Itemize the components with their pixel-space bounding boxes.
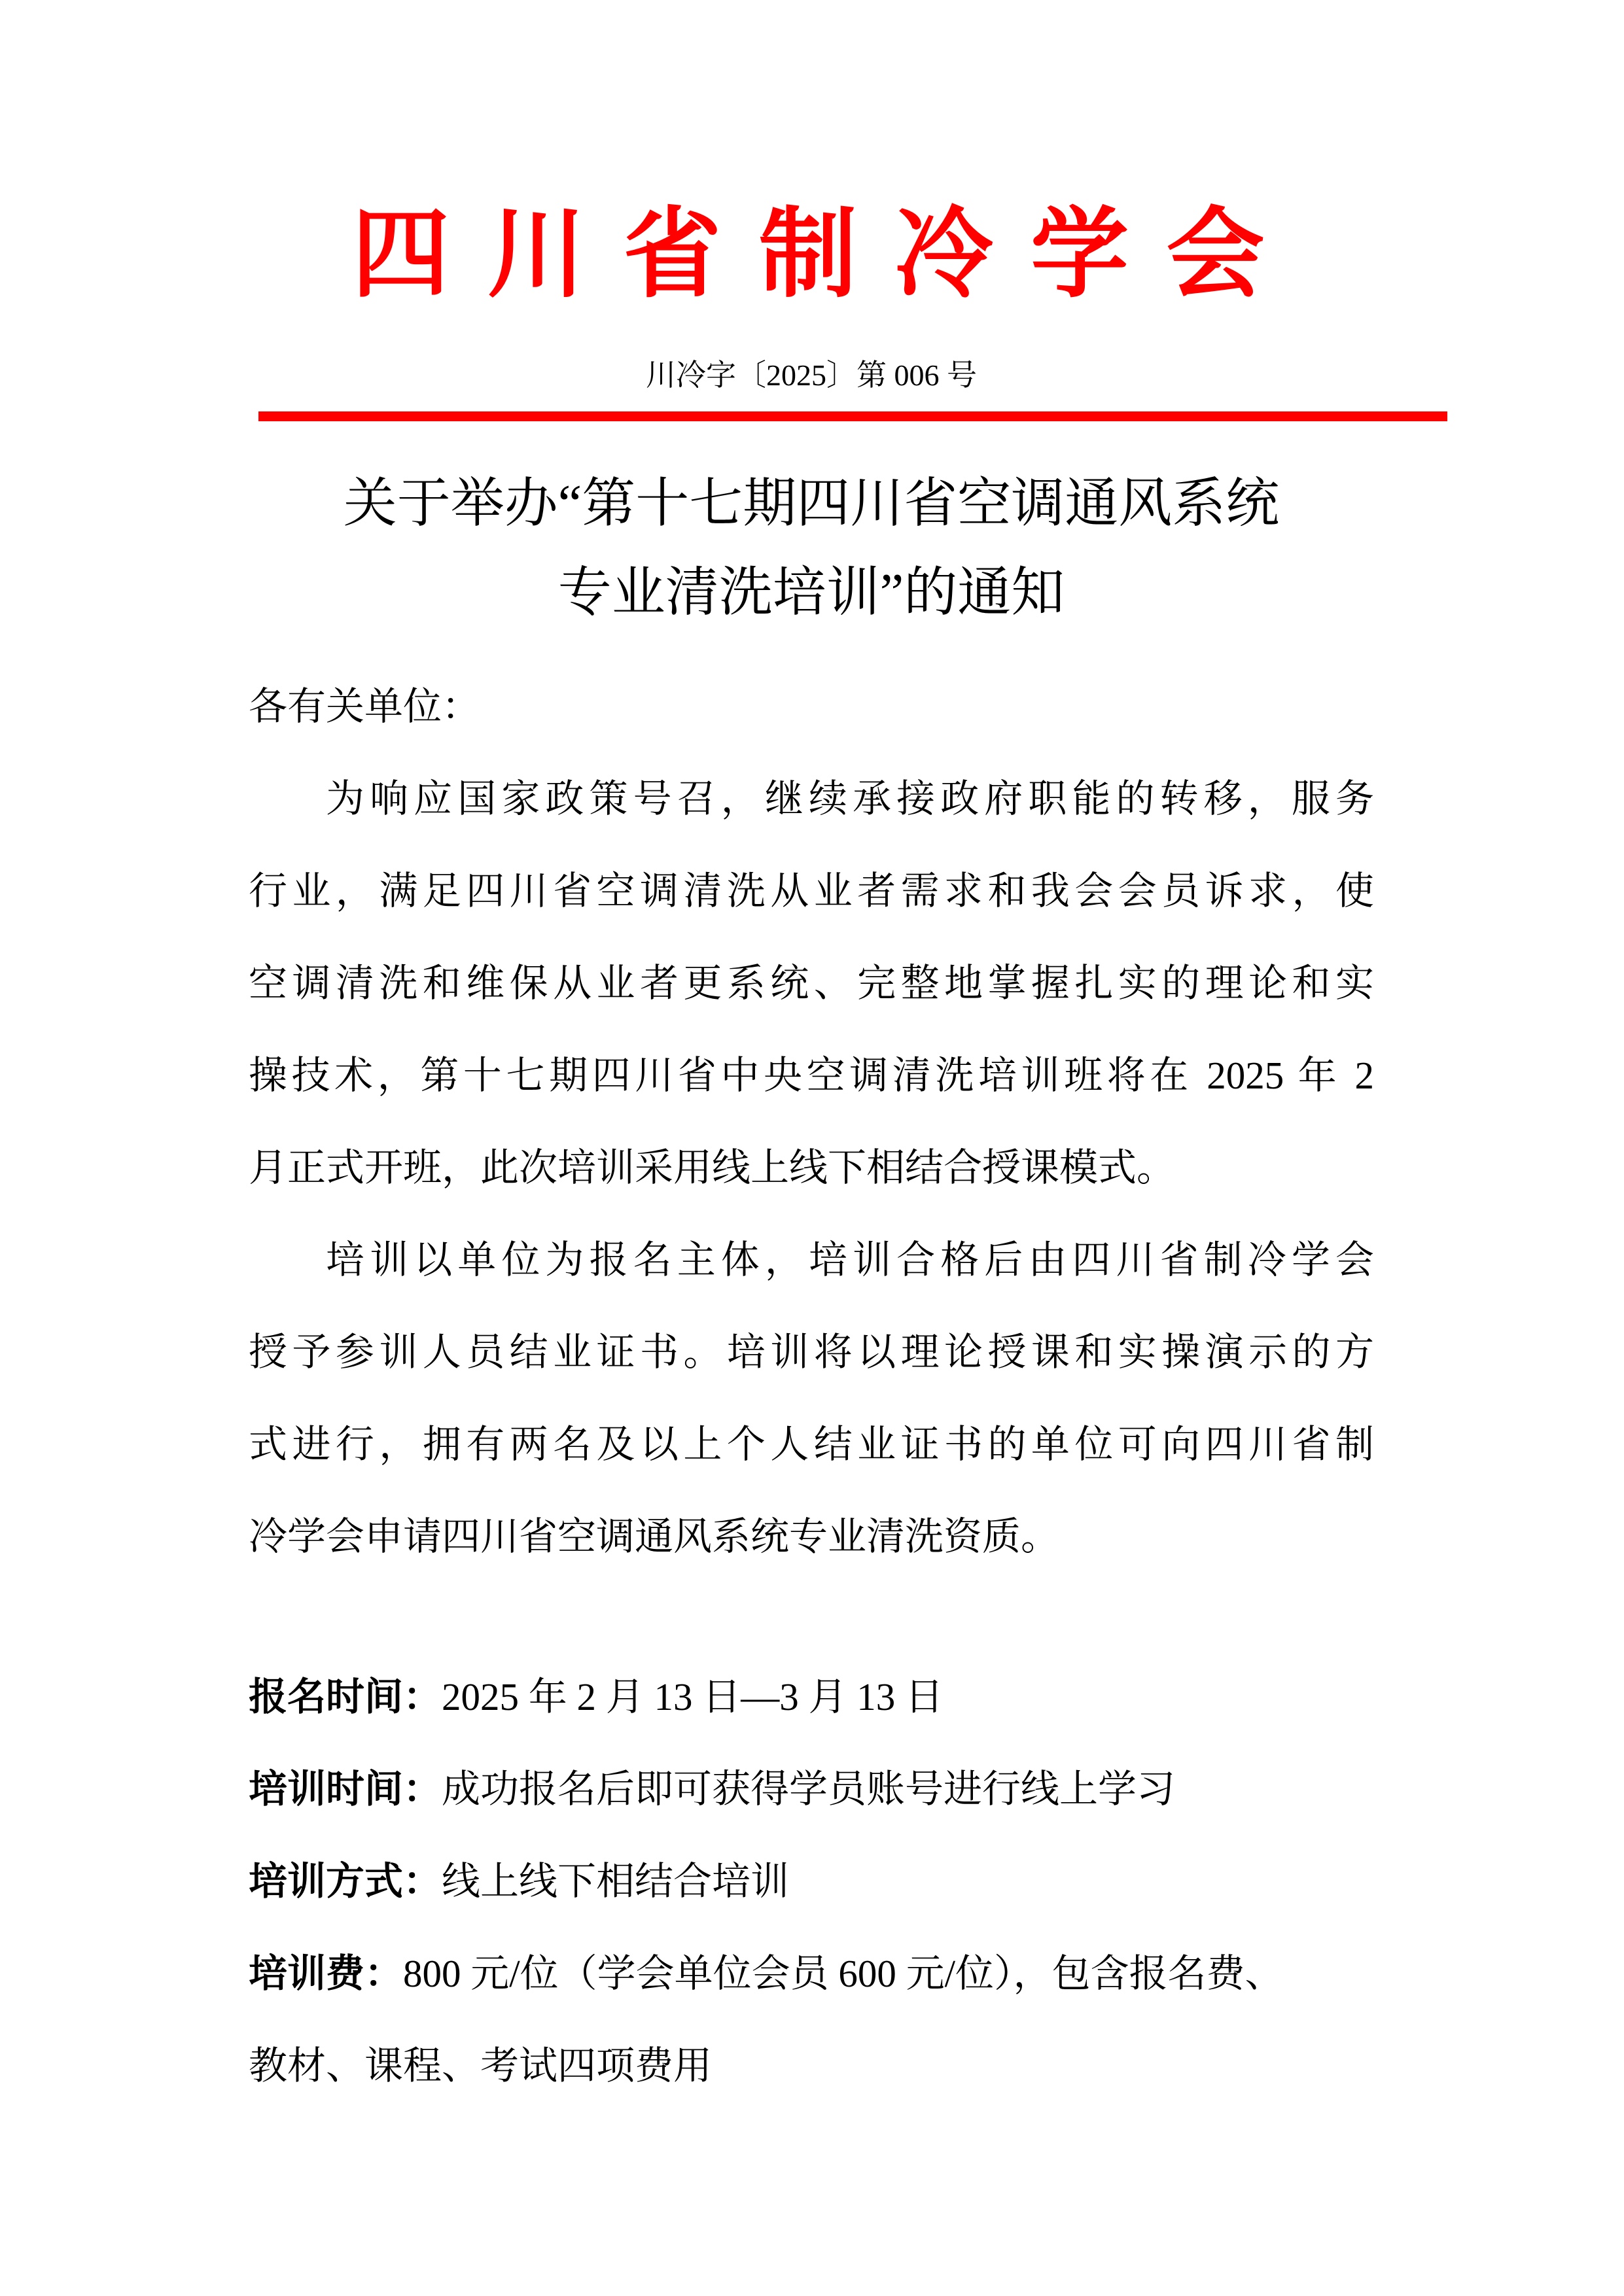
info-item-training-fee (249, 1928, 1374, 2020)
para2-line-4: 冷学会申请四川省空调通风系统专业清洗资质。 (249, 1515, 1060, 1558)
info-value-training-time: 成功报名后即可获得学员账号进行线上学习 (442, 1767, 1176, 1811)
document-body (249, 661, 1374, 1583)
para1-line-5: 月正式开班，此次培训采用线上线下相结合授课模式。 (249, 1146, 1176, 1189)
info-label-training-time: 培训时间： (249, 1767, 442, 1811)
info-label-signup-time: 报名时间： (249, 1675, 442, 1718)
salutation: 各有关单位： (249, 685, 481, 728)
para1-line-3: 空调清洗和维保从业者更系统、完整地掌握扎实的理论和实 (249, 962, 1374, 1005)
info-label-training-fee: 培训费： (249, 1952, 404, 1995)
notice-title (249, 459, 1374, 637)
info-item-training-time (249, 1743, 1374, 1835)
para1-line-4: 操技术，第十七期四川省中央空调清洗培训班将在 2025 年 2 (249, 1054, 1374, 1097)
para1-line-1: 为响应国家政策号召，继续承接政府职能的转移，服务 (326, 777, 1374, 820)
section-gap (249, 1583, 1374, 1651)
para2-line-1: 培训以单位为报名主体，培训合格后由四川省制冷学会 (326, 1238, 1374, 1281)
para2-line-3: 式进行，拥有两名及以上个人结业证书的单位可向四川省制 (249, 1423, 1374, 1466)
info-fee-continuation: 教材、课程、考试四项费用 (249, 2044, 713, 2087)
para1-line-2: 行业，满足四川省空调清洗从业者需求和我会会员诉求，使 (249, 869, 1374, 913)
red-divider-rule (258, 411, 1447, 421)
info-item-signup-time (249, 1651, 1374, 1743)
info-label-training-mode: 培训方式： (249, 1860, 442, 1903)
para2-line-2: 授予参训人员结业证书。培训将以理论授课和实操演示的方 (249, 1331, 1374, 1374)
org-title: 四 川 省 制 冷 学 会 (351, 201, 1271, 309)
info-value-training-mode: 线上线下相结合培训 (442, 1860, 790, 1903)
notice-title-line-1: 关于举办“第十七期四川省空调通风系统 (343, 474, 1280, 533)
info-value-signup-time: 2025 年 2 月 13 日—3 月 13 日 (442, 1675, 944, 1718)
notice-title-line-2: 专业清洗培训”的通知 (557, 563, 1065, 622)
info-item-training-mode (249, 1835, 1374, 1928)
info-value-training-fee: 800 元/位（学会单位会员 600 元/位），包含报名费、 (403, 1952, 1284, 1995)
document-content (249, 195, 1374, 2112)
info-block (249, 1651, 1374, 2112)
doc-number: 川冷字〔2025〕第 006 号 (646, 358, 977, 392)
